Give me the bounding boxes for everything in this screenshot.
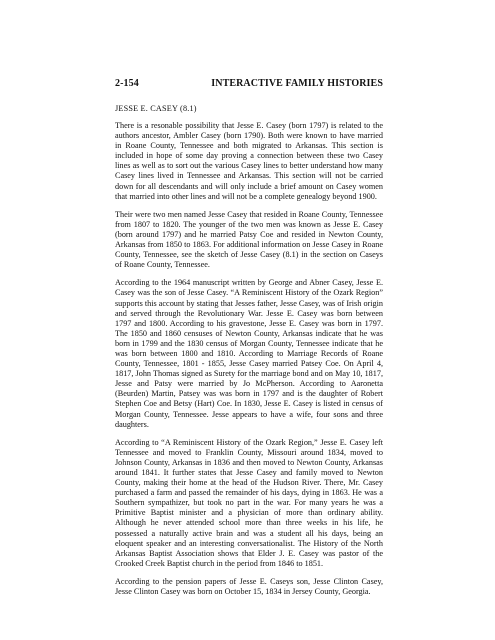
body-paragraph-5: According to the pension papers of Jesse E. Caseys son, Jesse Clinton Casey, Jesse Clinton Casey was born on October 15, 1834 in Jersey County, Georgia.: [115, 576, 383, 597]
page-number: 2-154: [115, 78, 139, 89]
body-paragraph-2: Their were two men named Jesse Casey that resided in Roane County, Tennessee from 1807 to 1820. The younger of the two men was known as Jesse E. Casey (born around 1797) and he married Patsy Coe and resided in Newton County, Arkansas from 1850 to 1863. For additional information on Jesse Casey in Roane County, Tennessee, see the sketch of Jesse Casey (8.1) in the section on Caseys of Roane County, Tennessee.: [115, 209, 383, 270]
page-header: [115, 78, 383, 89]
book-title: INTERACTIVE FAMILY HISTORIES: [211, 78, 383, 89]
section-title: JESSE E. CASEY (8.1): [115, 104, 197, 113]
body-paragraph-4: According to “A Reminiscent History of the Ozark Region,” Jesse E. Casey left Tennessee and moved to Franklin County, Missouri around 1834, moved to Johnson County, Arkansas in 1836 and then moved to Newton County, Arkansas around 1841. It further states that Jesse Casey and family moved to Newton County, making their home at the head of the Hudson River. There, Mr. Casey purchased a farm and passed the remainder of his days, dying in 1863. He was a Southern sympathizer, but took no part in the war. For many years he was a Primitive Baptist minister and a physician of more than ordinary ability. Although he never attended school more than three weeks in his life, he possessed a naturally active brain and was a student all his days, being an eloquent speaker and an interesting conversationalist. The History of the North Arkansas Baptist Association shows that Elder J. E. Casey was pastor of the Crooked Creek Baptist church in the period from 1846 to 1851.: [115, 437, 383, 568]
body-paragraph-3: According to the 1964 manuscript written by George and Abner Casey, Jesse E. Casey was the son of Jesse Casey. “A Reminiscent History of the Ozark Region” supports this account by stating that Jesses father, Jesse Casey, was of Irish origin and served through the Revolutionary War. Jesse E. Casey was born between 1797 and 1800. According to his gravestone, Jesse E. Casey was born in 1797. The 1850 and 1860 censuses of Newton County, Arkansas indicate that he was born in 1799 and the 1830 census of Morgan County, Tennessee indicate that he was born between 1800 and 1810. According to Marriage Records of Roane County, Tennessee, 1801 - 1855, Jesse Casey married Patsey Coe. On April 4, 1817, John Thomas signed as Surety for the marriage bond and on May 10, 1817, Jesse and Patsy were married by Jo McPherson. According to Aaronetta (Beurden) Martin, Patsey was was born in 1797 and is the daughter of Robert Stephen Coe and Betsy (Hart) Coe. In 1830, Jesse E. Casey is listed in census of Morgan County, Tennessee. Jesse appears to have a wife, four sons and three daughters.: [115, 278, 383, 429]
body-paragraph-1: There is a resonable possibility that Jesse E. Casey (born 1797) is related to the authors ancestor, Ambler Casey (born 1790). Both were known to have married in Roane County, Tennessee and both migrated to Arkansas. This section is included in hope of some day proving a connection between these two Casey lines as well as to sort out the various Casey lines to better understand how many Casey lines lived in Tennessee and Arkansas. This section will not be carried down for all descendants and will only include a brief amount on Casey women that married into other lines and will not be a complete genealogy beyond 1900.: [115, 121, 383, 201]
